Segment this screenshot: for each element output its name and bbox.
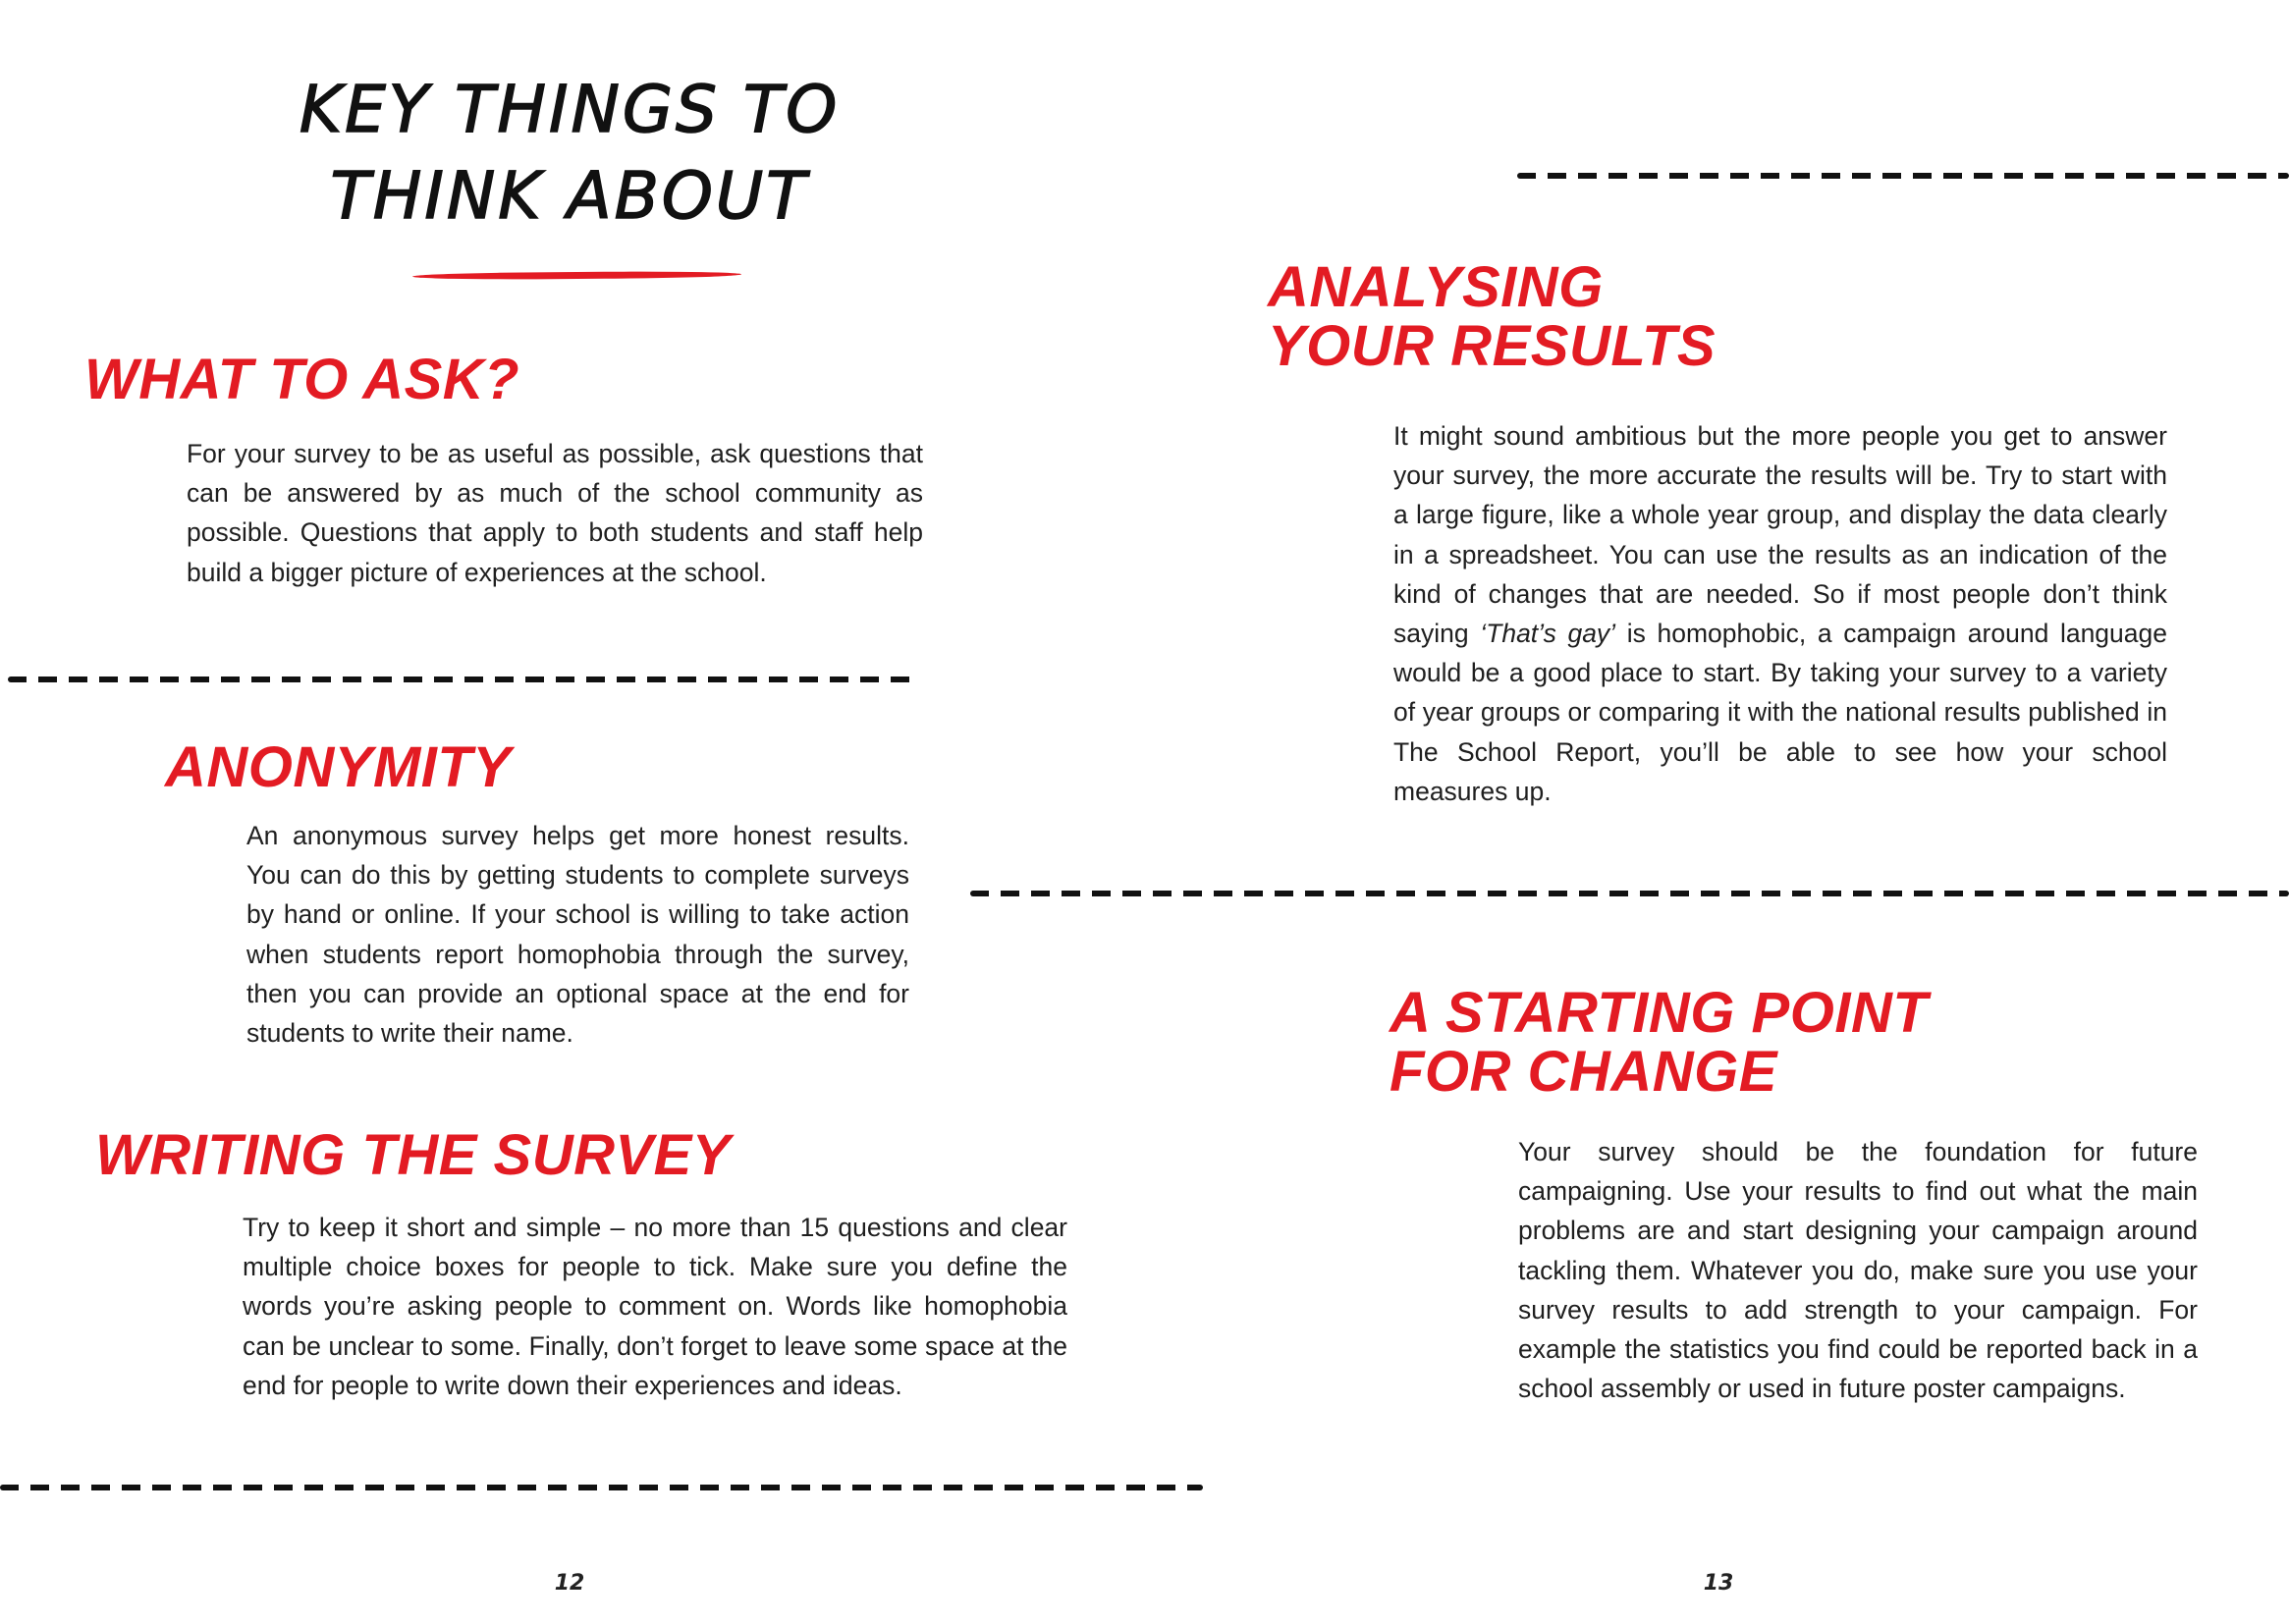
heading-starting-point-line1: A STARTING POINT bbox=[1390, 981, 1929, 1045]
section-divider bbox=[970, 891, 2289, 896]
body-what-to-ask: For your survey to be as useful as possible, ask questions that can be answered by as much of the school community as possible. Questions that apply to both students and staff help build a bigger picture of experiences at the school. bbox=[187, 439, 923, 587]
heading-writing-the-survey: WRITING THE SURVEY bbox=[95, 1123, 732, 1187]
heading-anonymity: ANONYMITY bbox=[165, 735, 512, 799]
body-analysing-quote: ‘That’s gay’ bbox=[1480, 619, 1616, 649]
page-title: KEY THINGS TO THINK ABOUT bbox=[299, 72, 841, 234]
body-analysing bbox=[1393, 416, 2167, 811]
section-divider bbox=[1517, 173, 2289, 179]
page-number: 13 bbox=[1703, 1571, 1734, 1596]
heading-analysing-line1: ANALYSING bbox=[1268, 255, 1604, 319]
body-analysing-part2: is homophobic, a campaign around language would be a good place to start. By taking your survey to a variety of year groups or comparing it with the national results published in The School Report, you’ll be able to see how your school measures up. bbox=[1393, 619, 2167, 806]
section-divider bbox=[8, 677, 913, 682]
heading-what-to-ask: WHAT TO ASK? bbox=[84, 348, 520, 411]
body-anonymity: An anonymous survey helps get more honest results. You can do this by getting students to complete surveys by hand or online. If your school is willing to take action when students report homophobia through the survey, then you can provide an optional space at the end for students to write their name. bbox=[246, 821, 909, 1049]
section-divider bbox=[0, 1485, 1203, 1490]
body-starting-point: Your survey should be the foundation for future campaigning. Use your results to find out what the main problems are and start designing your campaign around tackling them. Whatever you do, make sure you use your survey results to add strength to your campaign. For example the statistics you find could be reported back in a school assembly or used in future poster campaigns. bbox=[1518, 1137, 2198, 1404]
body-writing-the-survey: Try to keep it short and simple – no more than 15 questions and clear multiple choice boxes for people to tick. Make sure you define the words you’re asking people to comment on. Words like homophobia can be unclear to some. Finally, don’t forget to leave some space at the end for people to write down their experiences and ideas. bbox=[243, 1213, 1067, 1400]
title-underline bbox=[412, 271, 741, 280]
heading-starting-point-line2: FOR CHANGE bbox=[1390, 1040, 1777, 1104]
heading-analysing-line2: YOUR RESULTS bbox=[1268, 314, 1717, 378]
page-number: 12 bbox=[554, 1571, 585, 1596]
body-analysing-part1: It might sound ambitious but the more people you get to answer your survey, the more accurate the results will be. Try to start with a large figure, like a whole year group, and display the data clearly in a spreadsheet. You can use the results as an indication of the kind of changes that are needed. So if most people don’t think saying bbox=[1393, 421, 2167, 649]
